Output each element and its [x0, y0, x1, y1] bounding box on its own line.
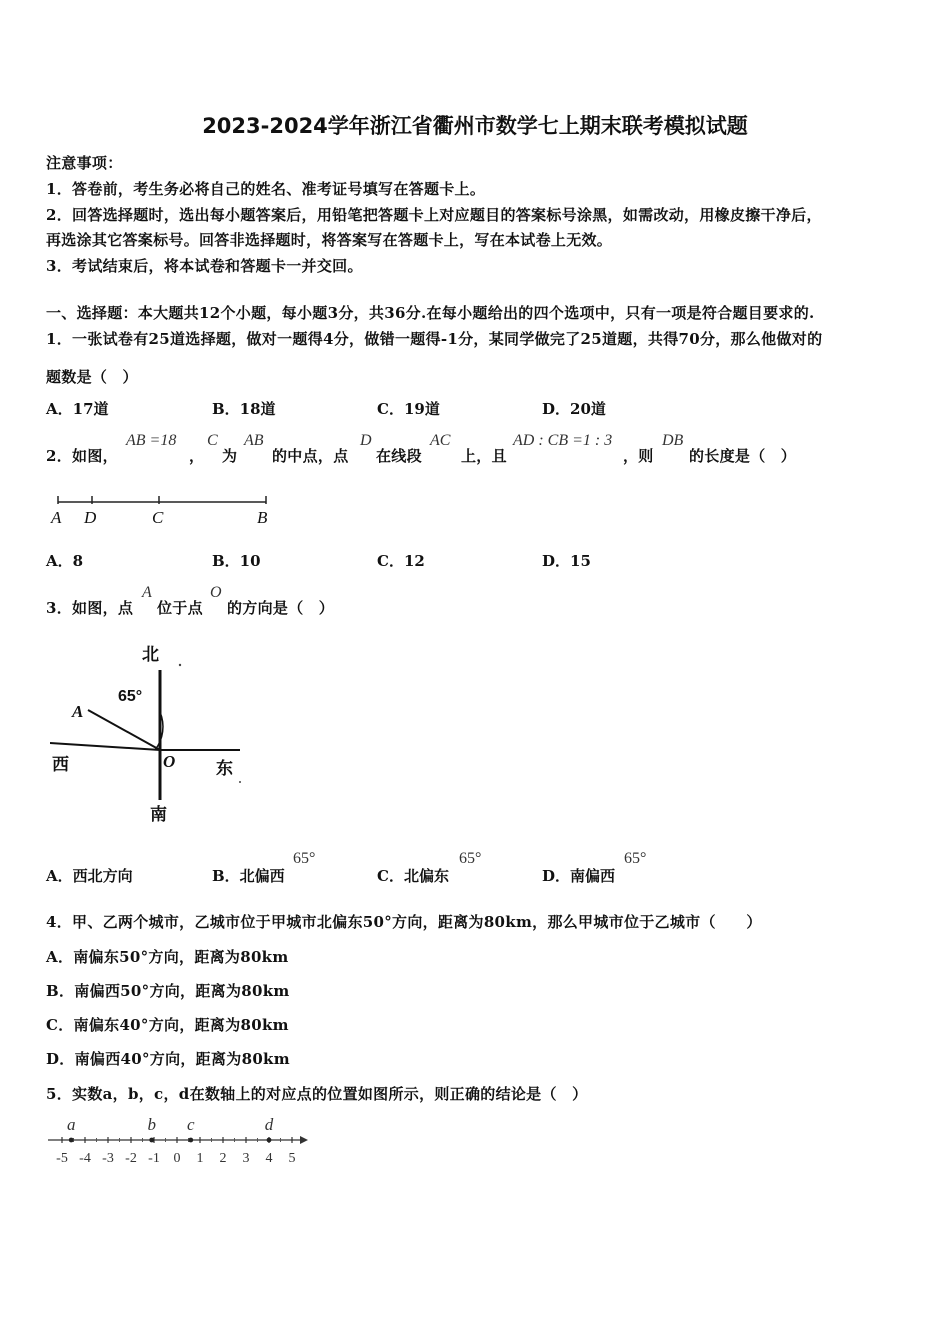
q5-point-d — [267, 1138, 272, 1143]
q3-oa-ray — [88, 710, 160, 750]
q5-points — [67, 1115, 274, 1142]
q3-west-line — [50, 743, 160, 750]
q5-point-label-c: c — [187, 1115, 195, 1134]
q3-label-south: 南 — [150, 805, 167, 825]
q5-tick-label: 1 — [196, 1151, 204, 1166]
q3-option-a: A．西北方向 — [46, 867, 133, 885]
q2-math-ab18: AB =18 — [126, 432, 177, 449]
q2-stem-part: 在线段 — [376, 447, 422, 465]
q3-option-d-angle: 65° — [624, 850, 647, 867]
q2-label-b: B — [257, 508, 268, 527]
q3-label-east: 东 — [216, 759, 233, 779]
q1-option-b: B．18道 — [212, 400, 276, 418]
q2-math-d: D — [360, 432, 372, 449]
q3-math-o: O — [210, 584, 222, 601]
q5-ticks — [62, 1137, 292, 1143]
q5-axis-arrow — [300, 1136, 308, 1144]
q3-option-c: C．北偏东 — [377, 867, 449, 885]
q2-stem-part: ， — [189, 447, 205, 465]
q2-option-b: B．10 — [212, 552, 261, 570]
q5-tick-label: 5 — [288, 1151, 296, 1166]
q3-speck — [179, 664, 181, 666]
q2-stem-part: 的长度是（ ） — [689, 447, 797, 465]
q2-label-c: C — [152, 508, 164, 527]
q5-tick-label: -3 — [102, 1151, 114, 1166]
q1-option-d: D．20道 — [542, 400, 606, 418]
q3-option-b-angle: 65° — [293, 850, 316, 867]
q5-tick-label: 2 — [219, 1151, 227, 1166]
q2-math-ac: AC — [430, 432, 451, 449]
q5-point-c — [188, 1138, 193, 1143]
q5-point-a — [69, 1138, 74, 1143]
q3-label-a: A — [72, 702, 84, 721]
q2-label-d: D — [84, 508, 97, 527]
q5-tick-label: 3 — [242, 1151, 250, 1166]
q2-stem-part: ，则 — [623, 447, 654, 465]
q5-number-line — [44, 1108, 314, 1174]
q3-option-d: D．南偏西 — [542, 867, 616, 885]
notes-item-2-cont: 再选涂其它答案标号。回答非选择题时，将答案写在答题卡上，写在本试卷上无效。 — [46, 231, 613, 249]
q3-option-b: B．北偏西 — [212, 867, 285, 885]
q5-tick-labels — [56, 1151, 295, 1166]
q3-label-west: 西 — [52, 755, 69, 775]
q1-option-a: A．17道 — [46, 400, 109, 418]
q3-stem-part: 位于点 — [157, 599, 203, 617]
q1-stem-cont: 题数是（ ） — [46, 368, 138, 386]
q5-tick-label: 0 — [173, 1151, 181, 1166]
q2-stem-part: 的中点，点 — [272, 447, 349, 465]
q2-stem-part: 为 — [222, 447, 238, 465]
q4-option-d: D．南偏西40°方向，距离为80km — [46, 1050, 290, 1068]
q2-math-ratio: AD : CB =1 : 3 — [513, 432, 613, 449]
q3-label-angle: 65° — [118, 688, 143, 705]
notes-item-3: 3．考试结束后，将本试卷和答题卡一并交回。 — [46, 257, 363, 275]
q5-stem: 5．实数a，b，c，d在数轴上的对应点的位置如图所示，则正确的结论是（ ） — [46, 1085, 588, 1103]
q2-math-db: DB — [662, 432, 684, 449]
q1-option-c: C．19道 — [377, 400, 440, 418]
q2-option-a: A．8 — [46, 552, 84, 570]
q5-tick-label: -2 — [125, 1151, 137, 1166]
q3-stem-part: 的方向是（ ） — [227, 599, 335, 617]
q5-point-label-b: b — [147, 1115, 156, 1134]
q5-tick-label: -1 — [148, 1151, 160, 1166]
q1-stem: 1．一张试卷有25道选择题，做对一题得4分，做错一题得-1分，某同学做完了25道题，共得70分，那么他做对的 — [46, 330, 823, 348]
q3-option-c-angle: 65° — [459, 850, 482, 867]
notes-header: 注意事项： — [46, 154, 123, 172]
q3-stem-part: 3．如图，点 — [46, 599, 134, 617]
notes-item-2: 2．回答选择题时，选出每小题答案后，用铅笔把答题卡上对应题目的答案标号涂黑，如需改动，用橡皮擦干净后， — [46, 206, 822, 224]
q4-option-c: C．南偏东40°方向，距离为80km — [46, 1016, 289, 1034]
q2-label-a: A — [51, 508, 62, 527]
q3-speck — [239, 781, 241, 783]
q2-stem-part: 上，且 — [461, 447, 507, 465]
notes-item-1: 1．答卷前，考生务必将自己的姓名、准考证号填写在答题卡上。 — [46, 180, 486, 198]
q5-tick-label: -5 — [56, 1151, 68, 1166]
q2-stem-part: 2．如图， — [46, 447, 118, 465]
q2-math-c: C — [207, 432, 218, 449]
section-heading: 一、选择题：本大题共12个小题，每小题3分，共36分.在每小题给出的四个选项中，只有一项是符合题目要求的. — [46, 304, 815, 322]
q2-segment-figure — [46, 490, 286, 530]
q5-tick-label: -4 — [79, 1151, 91, 1166]
q4-option-a: A．南偏东50°方向，距离为80km — [46, 948, 289, 966]
q4-stem: 4．甲、乙两个城市，乙城市位于甲城市北偏东50°方向，距离为80km，那么甲城市位于乙城市（ ） — [46, 913, 762, 931]
q5-point-b — [149, 1138, 154, 1143]
q3-label-o: O — [163, 752, 176, 771]
q5-tick-label: 4 — [265, 1151, 273, 1166]
page-title: 2023-2024学年浙江省衢州市数学七上期末联考模拟试题 — [202, 114, 748, 138]
q2-option-c: C．12 — [377, 552, 425, 570]
q2-math-ab: AB — [244, 432, 264, 449]
q3-label-north: 北 — [142, 645, 159, 665]
q5-point-label-a: a — [66, 1115, 76, 1134]
q4-option-b: B．南偏西50°方向，距离为80km — [46, 982, 290, 1000]
q2-option-d: D．15 — [542, 552, 591, 570]
q3-math-a: A — [142, 584, 152, 601]
q5-point-label-d: d — [264, 1115, 274, 1134]
